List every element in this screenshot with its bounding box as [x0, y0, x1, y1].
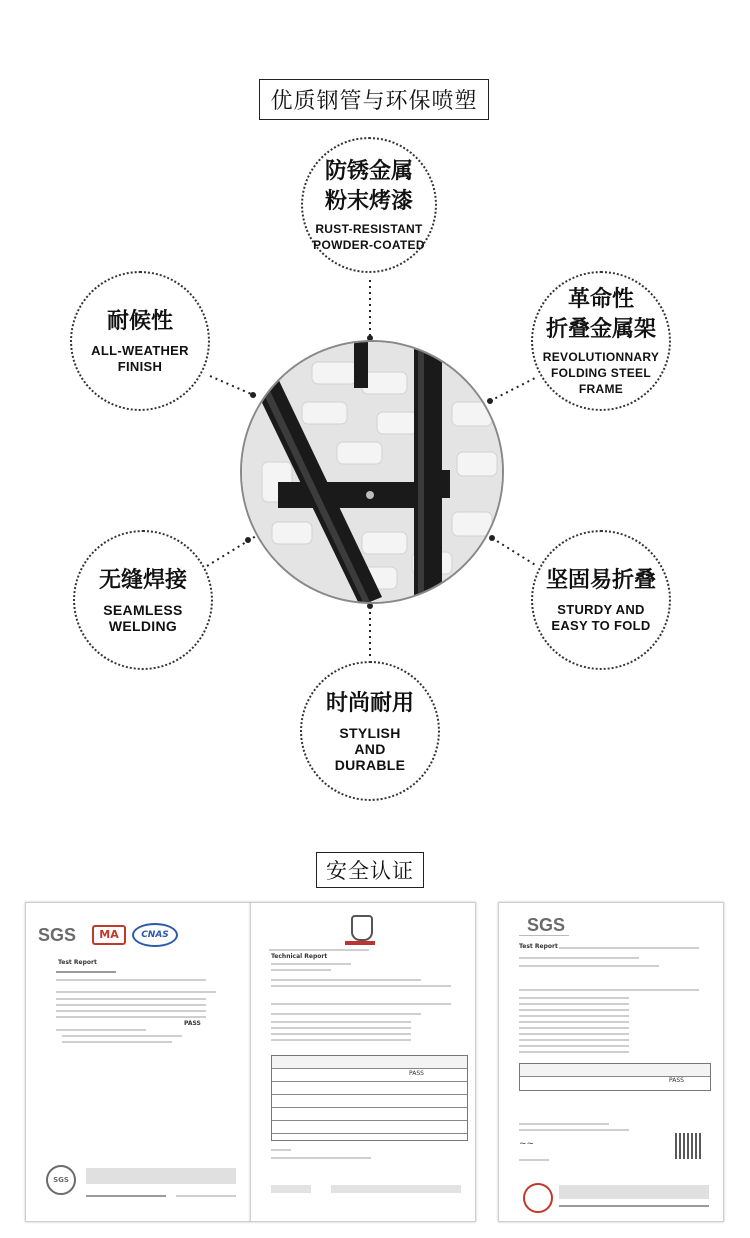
certificate-sgs-report-2 [498, 902, 724, 1222]
cnas-logo: CNAS [132, 923, 178, 947]
certificate-bureau-veritas-report [250, 902, 476, 1222]
result-pass: PASS [184, 1020, 201, 1027]
feature-cn-label: 折叠金属架 [545, 317, 656, 342]
feature-cn-label: 时尚耐用 [325, 691, 414, 716]
feature-en-label: RUST-RESISTANT [315, 222, 423, 236]
feature-en-label: REVOLUTIONNARY [542, 350, 660, 364]
feature-en-label: SEAMLESS [103, 602, 183, 618]
sgs-seal-icon: SGS [46, 1165, 76, 1195]
feature-en-label: STYLISH [339, 725, 401, 741]
feature-cn-label: 粉末烤漆 [324, 189, 413, 214]
sgs-logo: SGS [38, 925, 77, 945]
report-header: Test Report [58, 959, 97, 966]
feature-en-label: ALL-WEATHER [91, 343, 189, 358]
red-seal-icon [523, 1183, 553, 1213]
signature-mark: ~~ [519, 1139, 535, 1149]
feature-cn-label: 耐候性 [106, 309, 173, 334]
feature-en-label: FRAME [578, 382, 624, 396]
feature-en-label: DURABLE [334, 757, 406, 773]
feature-cn-label: 无缝焊接 [98, 568, 187, 593]
feature-en-label: STURDY AND [557, 602, 645, 617]
feature-folding-frame [531, 271, 671, 411]
feature-en-label: FOLDING STEEL [551, 366, 651, 380]
feature-en-label: POWDER-COATED [313, 238, 425, 252]
feature-en-label: WELDING [108, 618, 178, 634]
feature-en-label: EASY TO FOLD [551, 618, 651, 633]
section-title-quality-steel: 优质钢管与环保喷塑 [259, 79, 489, 120]
feature-cn-label: 坚固易折叠 [545, 568, 656, 593]
result-pass: PASS [669, 1077, 684, 1084]
bureau-veritas-logo [351, 915, 373, 941]
feature-seamless-welding [73, 530, 213, 670]
feature-cn-label: 防锈金属 [324, 159, 413, 184]
sgs-logo: SGS [527, 915, 566, 935]
qr-code-icon [675, 1133, 701, 1159]
feature-rust-resistant [301, 137, 437, 273]
certificate-sgs-report [25, 902, 251, 1222]
feature-sturdy-fold [531, 530, 671, 670]
report-header: Test Report [519, 943, 558, 950]
feature-all-weather [70, 271, 210, 411]
feature-cn-label: 革命性 [567, 287, 634, 312]
feature-en-label: AND [354, 741, 386, 757]
feature-stylish-durable [300, 661, 440, 801]
report-header: Technical Report [271, 953, 328, 960]
steel-frame-photo [240, 340, 504, 604]
test-results-table [271, 1055, 468, 1141]
result-pass: PASS [409, 1070, 424, 1077]
feature-en-label: FINISH [117, 359, 163, 374]
ma-logo: MA [92, 925, 126, 945]
section-title-safety-certification: 安全认证 [316, 852, 424, 888]
